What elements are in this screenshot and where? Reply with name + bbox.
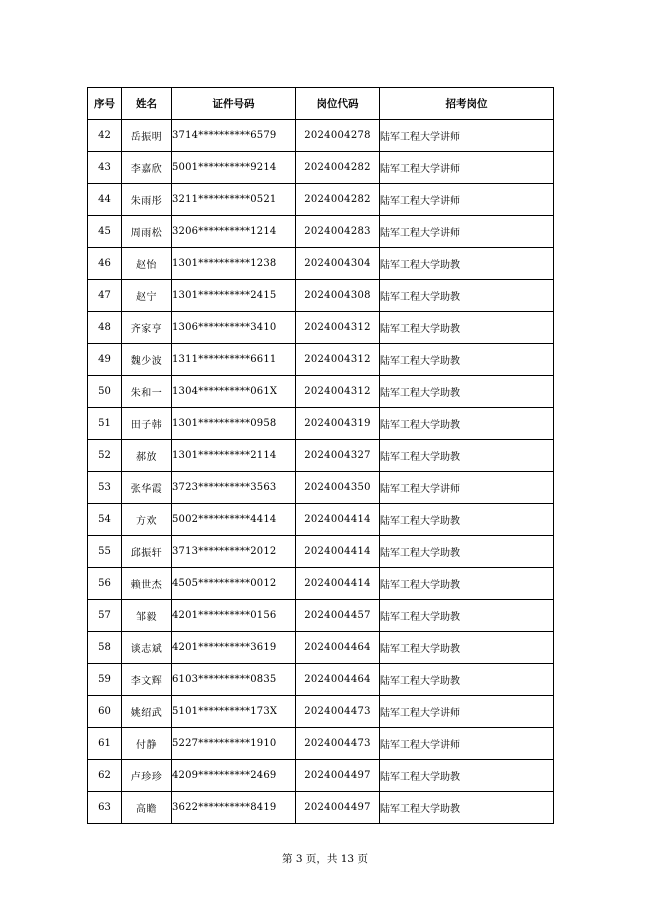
table-row bbox=[88, 248, 554, 280]
table-row bbox=[88, 664, 554, 696]
cell-post-code: 2024004283 bbox=[296, 216, 380, 248]
cell-name: 李嘉欣 bbox=[122, 152, 172, 184]
cell-serial-number: 46 bbox=[88, 248, 122, 280]
cell-post-title: 陆军工程大学助教 bbox=[380, 600, 554, 632]
cell-serial-number: 45 bbox=[88, 216, 122, 248]
cell-serial-number: 51 bbox=[88, 408, 122, 440]
cell-id-number: 4209**********2469 bbox=[172, 760, 296, 792]
table-row bbox=[88, 376, 554, 408]
table-body bbox=[88, 120, 554, 824]
table-row bbox=[88, 408, 554, 440]
cell-id-number: 1304**********061X bbox=[172, 376, 296, 408]
cell-post-title: 陆军工程大学助教 bbox=[380, 408, 554, 440]
cell-post-code: 2024004278 bbox=[296, 120, 380, 152]
cell-serial-number: 48 bbox=[88, 312, 122, 344]
header-serial-number: 序号 bbox=[88, 88, 122, 120]
cell-post-title: 陆军工程大学讲师 bbox=[380, 152, 554, 184]
cell-post-title: 陆军工程大学讲师 bbox=[380, 216, 554, 248]
table-row bbox=[88, 504, 554, 536]
cell-name: 郝放 bbox=[122, 440, 172, 472]
cell-post-title: 陆军工程大学助教 bbox=[380, 344, 554, 376]
cell-post-code: 2024004282 bbox=[296, 152, 380, 184]
table-row bbox=[88, 792, 554, 824]
cell-post-title: 陆军工程大学助教 bbox=[380, 312, 554, 344]
cell-post-code: 2024004497 bbox=[296, 792, 380, 824]
table-row bbox=[88, 184, 554, 216]
cell-post-title: 陆军工程大学讲师 bbox=[380, 120, 554, 152]
table-row bbox=[88, 216, 554, 248]
cell-name: 朱和一 bbox=[122, 376, 172, 408]
header-name: 姓名 bbox=[122, 88, 172, 120]
cell-post-code: 2024004414 bbox=[296, 504, 380, 536]
table-row bbox=[88, 280, 554, 312]
cell-name: 赵怡 bbox=[122, 248, 172, 280]
cell-name: 高瞻 bbox=[122, 792, 172, 824]
cell-serial-number: 47 bbox=[88, 280, 122, 312]
cell-name: 赖世杰 bbox=[122, 568, 172, 600]
cell-id-number: 3723**********3563 bbox=[172, 472, 296, 504]
table-row bbox=[88, 632, 554, 664]
cell-serial-number: 61 bbox=[88, 728, 122, 760]
cell-name: 田子韩 bbox=[122, 408, 172, 440]
cell-name: 齐家亨 bbox=[122, 312, 172, 344]
cell-post-title: 陆军工程大学助教 bbox=[380, 760, 554, 792]
cell-post-title: 陆军工程大学讲师 bbox=[380, 696, 554, 728]
cell-post-code: 2024004414 bbox=[296, 536, 380, 568]
cell-serial-number: 58 bbox=[88, 632, 122, 664]
cell-post-code: 2024004308 bbox=[296, 280, 380, 312]
cell-name: 李文辉 bbox=[122, 664, 172, 696]
cell-id-number: 3211**********0521 bbox=[172, 184, 296, 216]
header-post-title: 招考岗位 bbox=[380, 88, 554, 120]
cell-name: 方欢 bbox=[122, 504, 172, 536]
cell-name: 魏少波 bbox=[122, 344, 172, 376]
table-row bbox=[88, 728, 554, 760]
cell-post-code: 2024004457 bbox=[296, 600, 380, 632]
cell-id-number: 4505**********0012 bbox=[172, 568, 296, 600]
cell-id-number: 6103**********0835 bbox=[172, 664, 296, 696]
table-row bbox=[88, 760, 554, 792]
cell-post-code: 2024004319 bbox=[296, 408, 380, 440]
cell-post-title: 陆军工程大学助教 bbox=[380, 568, 554, 600]
cell-post-title: 陆军工程大学助教 bbox=[380, 440, 554, 472]
cell-post-code: 2024004464 bbox=[296, 632, 380, 664]
cell-id-number: 3206**********1214 bbox=[172, 216, 296, 248]
table-row bbox=[88, 600, 554, 632]
cell-id-number: 3714**********6579 bbox=[172, 120, 296, 152]
cell-name: 赵宁 bbox=[122, 280, 172, 312]
cell-name: 朱雨彤 bbox=[122, 184, 172, 216]
cell-name: 邹毅 bbox=[122, 600, 172, 632]
cell-name: 卢珍珍 bbox=[122, 760, 172, 792]
table-row bbox=[88, 472, 554, 504]
cell-serial-number: 55 bbox=[88, 536, 122, 568]
cell-post-title: 陆军工程大学讲师 bbox=[380, 184, 554, 216]
cell-id-number: 1301**********0958 bbox=[172, 408, 296, 440]
cell-serial-number: 50 bbox=[88, 376, 122, 408]
cell-post-title: 陆军工程大学讲师 bbox=[380, 472, 554, 504]
cell-id-number: 4201**********3619 bbox=[172, 632, 296, 664]
cell-serial-number: 57 bbox=[88, 600, 122, 632]
cell-id-number: 1311**********6611 bbox=[172, 344, 296, 376]
cell-id-number: 4201**********0156 bbox=[172, 600, 296, 632]
cell-serial-number: 52 bbox=[88, 440, 122, 472]
table-row bbox=[88, 696, 554, 728]
table-row bbox=[88, 536, 554, 568]
cell-post-code: 2024004473 bbox=[296, 728, 380, 760]
cell-post-code: 2024004282 bbox=[296, 184, 380, 216]
cell-serial-number: 44 bbox=[88, 184, 122, 216]
cell-post-title: 陆军工程大学助教 bbox=[380, 632, 554, 664]
cell-name: 周雨松 bbox=[122, 216, 172, 248]
cell-serial-number: 59 bbox=[88, 664, 122, 696]
cell-name: 姚绍武 bbox=[122, 696, 172, 728]
candidate-table bbox=[87, 87, 554, 824]
cell-post-title: 陆军工程大学助教 bbox=[380, 504, 554, 536]
header-post-code: 岗位代码 bbox=[296, 88, 380, 120]
cell-serial-number: 53 bbox=[88, 472, 122, 504]
cell-id-number: 1301**********1238 bbox=[172, 248, 296, 280]
cell-post-code: 2024004312 bbox=[296, 344, 380, 376]
cell-id-number: 1306**********3410 bbox=[172, 312, 296, 344]
cell-id-number: 5002**********4414 bbox=[172, 504, 296, 536]
page-number-footer: 第 3 页，共 13 页 bbox=[282, 853, 368, 865]
cell-serial-number: 63 bbox=[88, 792, 122, 824]
cell-post-code: 2024004497 bbox=[296, 760, 380, 792]
cell-id-number: 5001**********9214 bbox=[172, 152, 296, 184]
cell-post-title: 陆军工程大学助教 bbox=[380, 280, 554, 312]
cell-post-code: 2024004414 bbox=[296, 568, 380, 600]
cell-id-number: 5101**********173X bbox=[172, 696, 296, 728]
cell-serial-number: 60 bbox=[88, 696, 122, 728]
cell-post-code: 2024004327 bbox=[296, 440, 380, 472]
cell-post-title: 陆军工程大学助教 bbox=[380, 536, 554, 568]
cell-post-code: 2024004304 bbox=[296, 248, 380, 280]
cell-post-title: 陆军工程大学助教 bbox=[380, 376, 554, 408]
table-row bbox=[88, 440, 554, 472]
cell-id-number: 3713**********2012 bbox=[172, 536, 296, 568]
cell-id-number: 3622**********8419 bbox=[172, 792, 296, 824]
table-row bbox=[88, 152, 554, 184]
cell-post-code: 2024004464 bbox=[296, 664, 380, 696]
cell-serial-number: 62 bbox=[88, 760, 122, 792]
cell-id-number: 1301**********2415 bbox=[172, 280, 296, 312]
cell-name: 岳振明 bbox=[122, 120, 172, 152]
table-row bbox=[88, 568, 554, 600]
cell-post-title: 陆军工程大学讲师 bbox=[380, 728, 554, 760]
cell-post-title: 陆军工程大学助教 bbox=[380, 792, 554, 824]
cell-post-code: 2024004312 bbox=[296, 312, 380, 344]
cell-post-code: 2024004312 bbox=[296, 376, 380, 408]
cell-name: 付静 bbox=[122, 728, 172, 760]
cell-id-number: 5227**********1910 bbox=[172, 728, 296, 760]
table-row bbox=[88, 312, 554, 344]
cell-post-code: 2024004473 bbox=[296, 696, 380, 728]
table-row bbox=[88, 120, 554, 152]
cell-post-title: 陆军工程大学助教 bbox=[380, 664, 554, 696]
cell-serial-number: 43 bbox=[88, 152, 122, 184]
cell-name: 邱振轩 bbox=[122, 536, 172, 568]
cell-serial-number: 54 bbox=[88, 504, 122, 536]
table-header-row bbox=[88, 88, 554, 120]
cell-name: 张华霞 bbox=[122, 472, 172, 504]
cell-post-code: 2024004350 bbox=[296, 472, 380, 504]
cell-id-number: 1301**********2114 bbox=[172, 440, 296, 472]
cell-serial-number: 56 bbox=[88, 568, 122, 600]
cell-name: 谈志斌 bbox=[122, 632, 172, 664]
table-row bbox=[88, 344, 554, 376]
cell-post-title: 陆军工程大学助教 bbox=[380, 248, 554, 280]
header-id-number: 证件号码 bbox=[172, 88, 296, 120]
cell-serial-number: 49 bbox=[88, 344, 122, 376]
cell-serial-number: 42 bbox=[88, 120, 122, 152]
